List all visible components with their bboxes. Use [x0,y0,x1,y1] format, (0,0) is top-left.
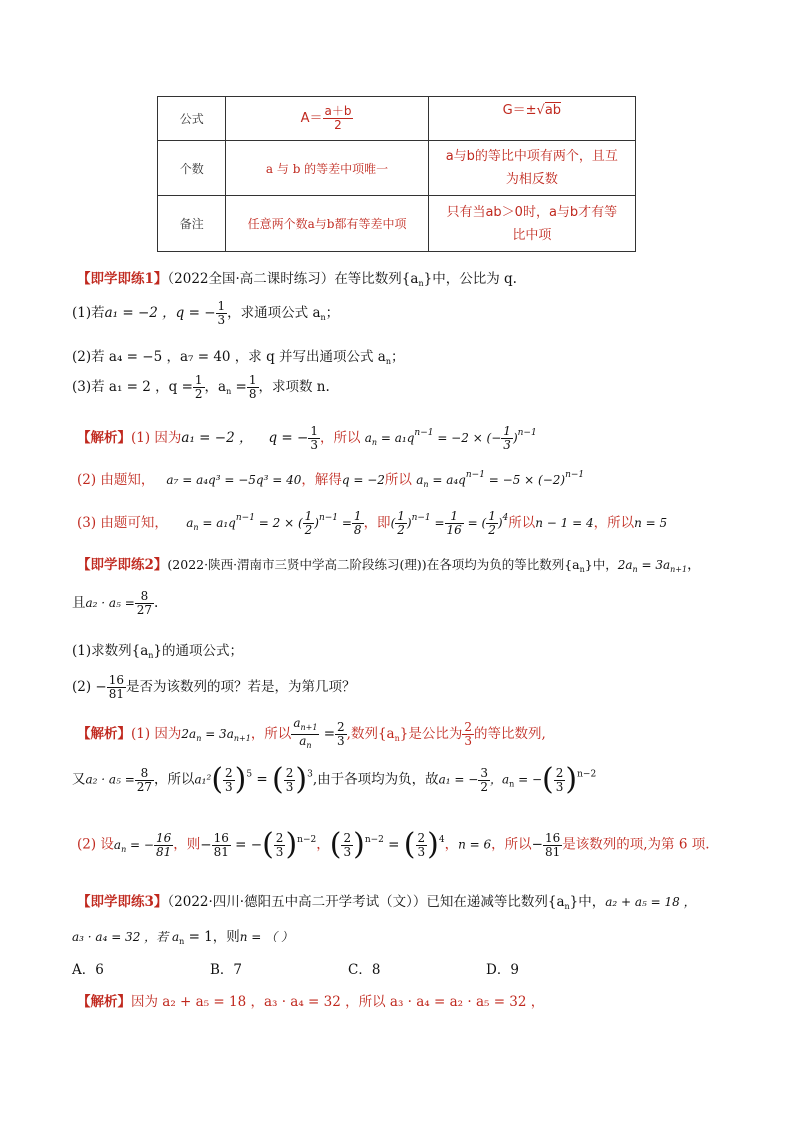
math-part: = a₁q [377,431,415,445]
math-part: = a₁q [198,516,236,530]
math: = − [514,772,543,787]
math-part: = − [126,837,154,852]
math: a₁ = −2 ， [181,430,253,446]
text: 所以 [508,515,536,531]
math: n = （ ） [239,930,293,944]
text: ，求通项公式 a [227,305,321,321]
math-part: a [113,837,122,852]
math-part: = −5 × (−2) [484,473,566,487]
row-label: 个数 [158,141,226,196]
math-part: = a₄q [428,473,466,487]
math: q = −2 [341,473,385,487]
math-part: a [299,734,307,748]
frac-den: 27 [136,603,153,617]
math: a₃ · a₄ = 32 ，若 a [72,930,180,944]
ex3-source: （2022·四川·德阳五中高二开学考试（文）） [167,894,427,910]
text: (2)若 a₄ = −5 ，a₇ = 40 ，求 q 并写出通项公式 a [72,349,386,365]
arithmetic-formula [226,97,428,141]
ex2-q1: (1)求数列$\{a_n\}$的通项公式； [72,643,244,660]
text: (1)若 [72,305,105,321]
text: }的通项公式； [153,643,244,659]
geometric-count [428,141,635,196]
ex1-stem: 在等比数列{a [334,271,419,287]
text: (1) 因为 [131,726,182,742]
ex1-source: （2022全国·高二课时练习） [167,271,335,287]
text: ； [391,349,405,365]
text: ，解得 [301,472,342,488]
text: ，求项数 n. [258,379,330,395]
cell-line: 只有当ab＞0时，a与b才有等 [446,204,618,220]
math-part: a [186,516,194,530]
frac-den: 2 [480,779,488,794]
math-part: 2a [617,558,633,572]
math: a₂ + a₅ = 18 ， [605,895,696,909]
geometric-note [428,196,635,252]
text: = [231,379,247,395]
math-part: = [338,516,352,530]
text: ， [687,557,701,573]
math: a₇ = a₄q³ = −5q³ = 40 [166,473,302,487]
text: (2) − [72,679,107,695]
table-row [158,196,636,252]
math: n = 6 [458,837,492,852]
table-row [158,97,636,141]
frac-num: 1 [248,373,257,387]
math-part: ) [406,516,412,530]
choice-c[interactable]: C．8 [348,962,381,978]
math-part: = [430,516,445,530]
text: ，所以 [250,726,292,742]
comparison-table [157,96,636,252]
ex2-answer-1: 【解析】(1) 因为$2a_n = 3a_{n+1}$，所以 $\frac{a_{n+1}}{a_n}$ = $\frac{2}{3}$ ,数列$\{a_n\}$是公比为 $\frac{2}{3}$ 的等比数列, [77,716,546,750]
text: = [319,726,336,742]
formula-lhs: A＝ [300,111,323,126]
math: ，a [489,772,510,787]
text: 又 [72,771,86,788]
text: . [154,595,159,611]
cell-line: 为相反数 [505,172,558,187]
text: 且 [72,595,86,611]
math: a₂ · a₅ = [85,772,135,787]
text: (3)若 a₁ = 2 ，q = [72,379,193,395]
choice-b[interactable]: B．7 [210,962,243,978]
answer-tag: 【解析】 [77,430,131,446]
text: }中， [584,557,618,572]
text: 是否为该数列的项？若是，为第几项？ [126,679,356,695]
frac-num: 1 [194,373,203,387]
text: 在各项均为负的等比数列{a [426,557,580,572]
text: (2) 设 [77,836,114,853]
choice-d[interactable]: D．9 [486,962,519,978]
formula-denominator: 2 [334,118,342,132]
geometric-formula [428,97,635,141]
arithmetic-count: a 与 b 的等差中项唯一 [226,141,428,196]
frac-num: 1 [217,299,226,313]
ex1-stem-end: }中，公比为 q. [423,271,517,287]
frac-num: 16 [108,673,125,687]
frac-den: 8 [248,387,257,401]
math-part: 2a [181,727,197,741]
text: = 1，则 [184,929,240,945]
math-part: = ( [463,516,487,530]
text: 的等比数列, [474,726,546,742]
ex1-q2: (2)若 a₄ = −5 ，a₇ = 40 ，求 q 并写出通项公式 $a_n$； [72,349,405,366]
frac-den: 2 [194,387,203,401]
g-radicand: ab [544,103,562,118]
math: ( $\frac{1}{2}$ )$^{n-1}$ = $\frac{1}{16}$ = ( $\frac{1}{2}$ )$^4$ [390,509,509,537]
math: $a_n = a_1q^{n-1} = 2$ × ( $\frac{1}{2}$ )$^{n-1}$ = $\frac{1}{8}$ [186,509,362,537]
text: (1)求数列{a [72,643,149,659]
cell-line: a与b的等比中项有两个，且互 [445,149,618,164]
frac-num: 3 [480,765,488,780]
math: n − 1 = 4 [535,516,594,530]
text: ，则 [173,836,201,853]
math: − $\frac{16}{81}$ = −( $\frac{2}{3}$ )$^{n-2}$ [200,827,317,862]
ex2-answer-3: (2) 设$a_n$ = − $\frac{16}{81}$ ，则− $\frac{16}{81}$ = −( $\frac{2}{3}$ )$^{n-2}$，( $\frac{2}{3}$ )$^{n-2}$ = ( $\frac{2}{3}$ )$^4$，n = 6，所以− $\frac{16}{81}$ 是该数列的项,为第 6 项. [77,827,710,862]
text: ，即 [363,515,391,531]
frac-den: 81 [108,687,125,701]
choice-a[interactable]: A．6 [72,962,104,978]
math-part: ) [314,516,319,530]
text: ，所以 [491,836,532,853]
ex1-tag: 【即学即练1】 [77,271,168,287]
text: 已知在递减等比数列{a [426,894,565,910]
row-label: 公式 [158,97,226,141]
ex2-q2 [72,674,356,701]
math: n = 5 [634,516,668,530]
text: ； [325,305,340,321]
math: ( $\frac{2}{3}$ )$^{n-2}$ = ( $\frac{2}{3}$ )$^4$ [329,827,445,862]
text: 是该数列的项,为第 6 项. [562,836,710,853]
ex3-tag: 【即学即练3】 [77,894,168,910]
math: a₁ = −2 ，q = − [104,305,216,321]
ex1-q1: (1)若a₁ = −2 ，q = − $\frac{1}{3}$ ，求通项公式 $a_n$； [72,299,340,327]
ex2-source: (2022·陕西·渭南市三贤中学高二阶段练习(理)) [167,557,427,572]
ex2-tag: 【即学即练2】 [77,557,168,573]
math: q = − [268,430,309,446]
text: ,数列{a [346,726,395,742]
math: $a_n = a_4q^{n-1} = -5 \times (-2)^{n-1}$ [416,470,585,489]
ex3-line2: a₃ · a₄ = 32 ，若 $a_n = 1$，则n = （ ） [72,929,293,946]
ex1-answer-3 [77,510,667,537]
text: ，所以 [319,430,361,446]
text: ，所以 [593,515,635,531]
cell-line: 比中项 [512,227,552,243]
frac-num: 1 [310,424,318,438]
math-part: − [200,836,212,853]
ex2-line2 [72,590,158,617]
math-part: ) [512,431,518,445]
frac-den: 27 [136,779,153,794]
math: $a_n$ = − $\frac{16}{81}$ [113,830,172,859]
ex2-answer-2: 又a₂ · a₅ = $\frac{8}{27}$ ，所以a₁²( $\frac{2}{3}$ )$^5$ = ( $\frac{2}{3}$ )$^3$,由于各项均为负，故a₁ = − $\frac{3}{2}$ ，$a_n$ = −( $\frac{2}{3}$ )$^{n-2}$ [72,762,597,797]
text: ，a [204,379,227,395]
text: }中， [569,894,606,910]
ex1-answer-2 [77,468,584,489]
math: a₁² [194,772,212,787]
math: $a_n = a_1q^{n-1} = -2$ × (− $\frac{1}{3}$ )$^{n-1}$ [364,424,537,452]
math-part: a [416,473,424,487]
frac-den: 3 [310,438,318,452]
row-label: 备注 [158,196,226,252]
frac-num: 8 [135,767,154,781]
formula-numerator: a＋b [324,104,352,118]
answer-tag: 【解析】 [77,994,131,1010]
ex2-header: 【即学即练2】(2022·陕西·渭南市三贤中学高二阶段练习(理))在各项均为负的等比数列$\{a_n\}$中，$2a_n = 3a_{n+1}$， [77,557,701,574]
math-part: = 3a [201,727,234,741]
math: a₂ · a₅ = [85,596,135,610]
answer-tag: 【解析】 [77,726,131,742]
frac-den: 3 [337,734,345,748]
text: ，所以 [154,771,195,788]
ex1-q3: (3)若 a₁ = 2 ，q = $\frac{1}{2}$ ，$a_n$ = $\frac{1}{8}$ ，求项数 n. [72,373,330,401]
math-part: ( [390,516,396,530]
frac-den: 3 [217,313,226,327]
subscript: n [418,279,424,288]
math-part: = − [230,836,263,853]
answer-text: 因为 a₂ + a₅ = 18 ，a₃ · a₄ = 32 ，所以 a₃ · a₄ = a₂ · a₅ = 32 ， [131,994,545,1010]
sqrt-icon: √ [536,103,545,118]
math: $2a_n = 3a_{n+1}$ [181,727,251,743]
math-part: = 3a [637,558,671,572]
ex1-answer-1 [77,425,537,452]
table-row [158,141,636,196]
text: ,由于各项均为负，故 [312,771,439,788]
arithmetic-note: 任意两个数a与b都有等差中项 [226,196,428,252]
math-part: = 2 × ( [254,516,303,530]
text: 所以 [384,472,412,488]
math-part: a [364,431,372,445]
text: (2) 由题知， [77,472,155,488]
math: a₁ = − [438,772,479,787]
math-part: = −2 × (− [433,431,502,445]
frac-num: 2 [337,720,345,734]
text: }是公比为 [399,726,463,742]
ex3-header: 【即学即练3】（2022·四川·德阳五中高二开学考试（文））已知在递减等比数列$\{a_n\}$中，a₂ + a₅ = 18 ， [77,894,696,911]
text: (1) 因为 [131,430,182,446]
ex3-answer [77,990,544,1010]
math: $2a_n = 3a_{n+1}$ [617,558,688,574]
frac-num: 8 [135,590,154,604]
ex1-header [77,267,517,288]
text: (3) 由题可知， [77,515,168,531]
g-lhs: G＝± [502,103,537,118]
